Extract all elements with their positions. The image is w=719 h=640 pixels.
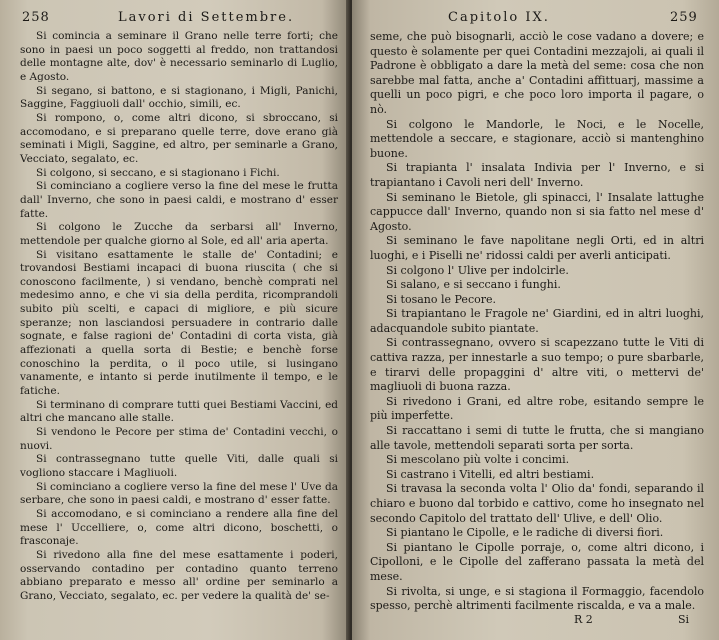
right-page-body xyxy=(370,30,704,614)
signature-mark: R 2 xyxy=(574,613,593,626)
paragraph: Si salano, e si seccano i funghi. xyxy=(386,278,561,292)
page-number-right: 259 xyxy=(670,10,698,25)
right-page-header xyxy=(352,10,719,28)
paragraph: Si vendono le Pecore per stima de' Contadini vecchi, o nuovi. xyxy=(20,426,338,452)
paragraph: Si seminano le Bietole, gli spinacci, l' Insalate lattughe cappucce dall' Inverno, quando non si sia fatto nel mese d' Agosto. xyxy=(370,190,704,233)
paragraph: Si colgono, si seccano, e si stagionano i Fichi. xyxy=(36,166,280,179)
left-page xyxy=(0,0,350,640)
paragraph: Si cominciano a cogliere verso la fine del mese le frutta dall' Inverno, che sono in paesi caldi, e mostrano d' esser fatte. xyxy=(20,180,338,220)
catchword: Si xyxy=(678,613,690,626)
paragraph: Si trapianta l' insalata Indivia per l' Inverno, e si trapiantano i Cavoli neri dell' Inverno. xyxy=(370,161,704,189)
paragraph: Si visitano esattamente le stalle de' Contadini; e trovandosi Bestiami incapaci di buona riuscita ( che si conoscono facilmente, ) si vendano, benchè comprati nel medesimo anno, e che vi sia della perdita, ricomprandoli subito più scelti, e capaci di migliore, e più sicure speranze; non lasciandosi persuadere in contrario dalle sognate, e false ragioni de' Contadini di corta vista, già affezionati a quella sorta di Bestie; e benchè forse conoschino la perdita, o il poco utile, si lusingano vanamente, e intanto si perde inutilmente il tempo, e le fatiche. xyxy=(20,248,338,398)
paragraph: Si segano, si battono, e si stagionano, i Migli, Panichi, Saggine, Faggiuoli dall' occhio, simili, ec. xyxy=(20,84,338,111)
paragraph: Si mescolano più volte i concimi. xyxy=(386,453,570,467)
paragraph: Si seminano le fave napolitane negli Orti, ed in altri luoghi, e i Piselli ne' ridossi caldi per averli anticipati. xyxy=(370,234,704,262)
right-page xyxy=(352,0,719,640)
paragraph: Si travasa la seconda volta l' Olio da' fondi, separando il chiaro e buono dal torbido e cattivo, come ho insegnato nel secondo Capitolo del trattato dell' Ulive, e dell' Olio. xyxy=(370,482,704,525)
paragraph: Si trapiantano le Fragole ne' Giardini, ed in altri luoghi, adacquandole subito piantate. xyxy=(370,307,704,335)
paragraph: Si rompono, o, come altri dicono, si sbroccano, si accomodano, e si preparano quelle terre, dove erano già seminati i Migli, Saggine, ed altro, per seminarle a Grano, Vecciato, segalato, ec. xyxy=(20,111,338,165)
paragraph: Si rivedono i Grani, ed altre robe, esitando sempre le più imperfette. xyxy=(370,394,704,423)
paragraph: Si raccattano i semi di tutte le frutta, che si mangiano alle tavole, mettendoli separati sorta per sorta. xyxy=(370,424,704,452)
paragraph: Si terminano di comprare tutti quei Bestiami Vaccini, ed altri che mancano alle stalle. xyxy=(20,398,338,425)
paragraph: Si contrassegnano, ovvero si scapezzano tutte le Viti di cattiva razza, per innestarle a suo tempo; o pure sbarbarle, e tirarvi delle propaggini d' altre viti, o mettervi de' magliuoli di buona razza. xyxy=(370,336,704,394)
paragraph: Si rivedono alla fine del mese esattamente i poderi, osservando contadino per contadino quanto terreno abbiano preparato e messo all' ordine per seminarlo a Grano, Vecciato, segalato, ec. per vedere la qualità de' se- xyxy=(20,548,338,602)
running-head-left: Lavori di Settembre. xyxy=(118,10,295,25)
paragraph: Si rivolta, si unge, e si stagiona il Formaggio, facendolo spesso, perchè altrimenti facilmente riscalda, e va a male. xyxy=(370,584,704,613)
paragraph: Si piantano le Cipolle, e le radiche di diversi fiori. xyxy=(386,526,664,540)
paragraph: Si colgono l' Ulive per indolcirle. xyxy=(386,263,569,277)
paragraph: Si castrano i Vitelli, ed altri bestiami. xyxy=(386,467,595,481)
paragraph: Si piantano le Cipolle porraje, o, come altri dicono, i Cipolloni, e le Cipolle del zafferano passata la metà del mese. xyxy=(370,540,704,583)
paragraph: Si comincia a seminare il Grano nelle terre forti; che sono in paesi un poco soggetti al freddo, non trattandosi delle montagne alte, dov' è necessario seminarlo di Luglio, e Agosto. xyxy=(20,30,338,83)
page-number-left: 258 xyxy=(22,10,50,25)
paragraph: Si contrassegnano tutte quelle Viti, dalle quali si vogliono staccare i Magliuoli. xyxy=(20,453,338,479)
paragraph: Si colgono le Mandorle, le Noci, e le Nocelle, mettendole a seccare, e stagionare, acciò si mantenghino buone. xyxy=(370,117,704,160)
paragraph: Si tosano le Pecore. xyxy=(386,292,496,306)
left-page-header xyxy=(0,10,350,28)
paragraph: Si colgono le Zucche da serbarsi all' Inverno, mettendole per qualche giorno al Sole, ed all' aria aperta. xyxy=(20,221,338,247)
running-head-right: Capitolo IX. xyxy=(448,10,550,25)
paragraph: seme, che può bisognarli, acciò le cose vadano a dovere; e questo è solamente per quei Contadini mezzajoli, ai quali il Padrone è obbligato a dare la metà del seme: cosa che non sarebbe mal fatta, anche a' Contadini affittuarj, massime a quelli un poco pigri, e che poco loro importa il pagare, o nò. xyxy=(370,30,704,116)
left-page-body xyxy=(20,30,338,604)
paragraph: Si cominciano a cogliere verso la fine del mese l' Uve da serbare, che sono in paesi caldi, e mostrano d' esser fatte. xyxy=(20,480,338,507)
paragraph: Si accomodano, e si cominciano a rendere alla fine del mese l' Uccelliere, o, come altri dicono, boschetti, o frasconaje. xyxy=(20,507,338,548)
